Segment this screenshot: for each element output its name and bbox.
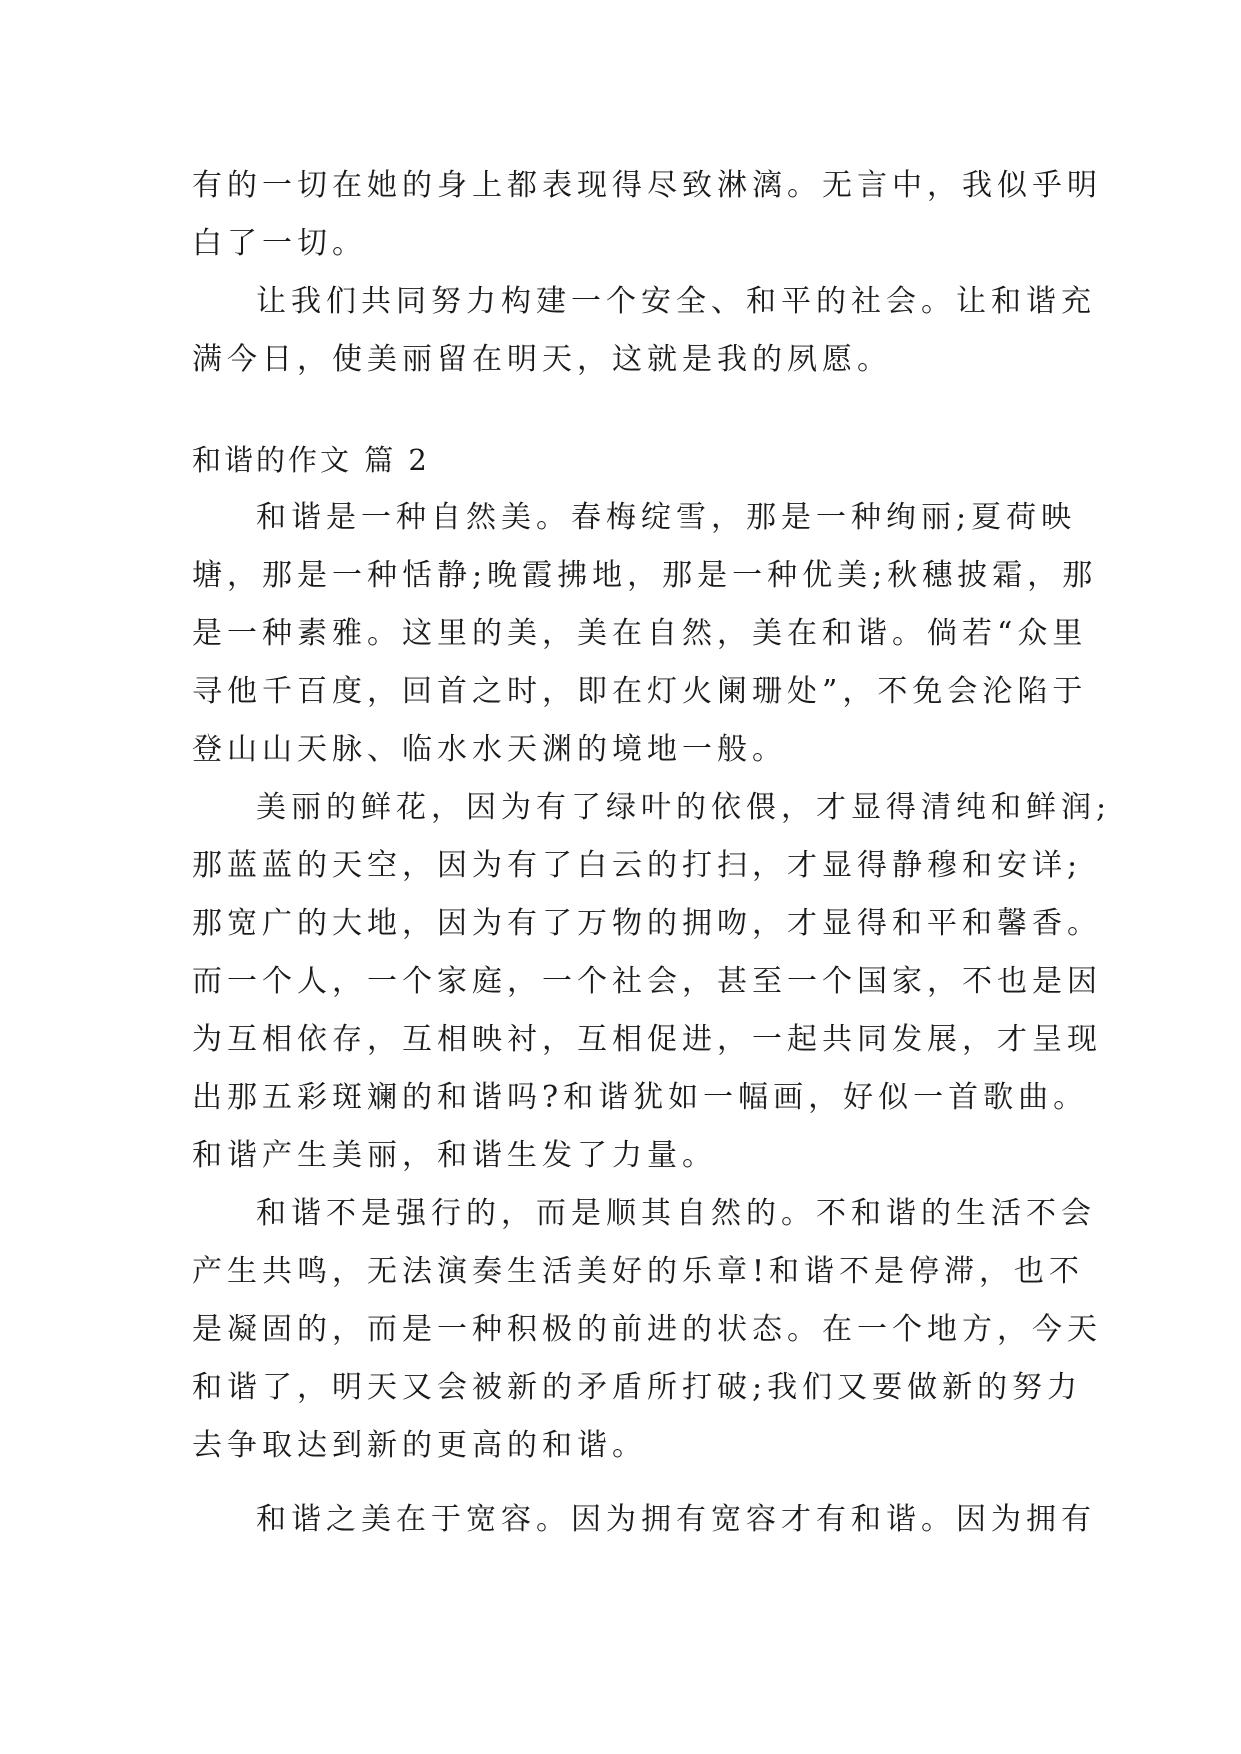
text-line: 有的一切在她的身上都表现得尽致淋漓。无言中，我似乎明 (192, 168, 1102, 203)
section-heading: 和谐的作文 篇 2 (192, 443, 430, 477)
text-line: 那宽广的大地，因为有了万物的拥吻，才显得和平和馨香。 (192, 906, 1102, 941)
text-line: 登山山天脉、临水水天渊的境地一般。 (192, 732, 787, 767)
text-line: 产生共鸣，无法演奏生活美好的乐章!和谐不是停滞，也不 (192, 1254, 1085, 1289)
text-line: 塘，那是一种恬静;晚霞拂地，那是一种优美;秋穗披霜，那 (192, 558, 1098, 593)
text-line: 美丽的鲜花，因为有了绿叶的依偎，才显得清纯和鲜润; (256, 790, 1112, 825)
text-line: 和谐不是强行的，而是顺其自然的。不和谐的生活不会 (256, 1196, 1096, 1231)
text-line: 去争取达到新的更高的和谐。 (192, 1428, 647, 1463)
text-line: 是一种素雅。这里的美，美在自然，美在和谐。倘若“众里 (192, 616, 1088, 651)
text-line: 白了一切。 (192, 226, 367, 261)
text-line: 出那五彩斑斓的和谐吗?和谐犹如一幅画，好似一首歌曲。 (192, 1080, 1089, 1115)
text-line: 是凝固的，而是一种积极的前进的状态。在一个地方，今天 (192, 1312, 1102, 1347)
text-line: 和谐之美在于宽容。因为拥有宽容才有和谐。因为拥有 (256, 1502, 1096, 1537)
text-line: 满今日，使美丽留在明天，这就是我的夙愿。 (192, 342, 892, 377)
text-line: 为互相依存，互相映衬，互相促进，一起共同发展，才呈现 (192, 1022, 1102, 1057)
text-line: 寻他千百度，回首之时，即在灯火阑珊处”，不免会沦陷于 (192, 674, 1088, 709)
text-line: 和谐产生美丽，和谐生发了力量。 (192, 1138, 717, 1173)
text-line: 和谐是一种自然美。春梅绽雪，那是一种绚丽;夏荷映 (256, 500, 1077, 535)
text-line: 而一个人，一个家庭，一个社会，甚至一个国家，不也是因 (192, 964, 1102, 999)
text-line: 和谐了，明天又会被新的矛盾所打破;我们又要做新的努力 (192, 1370, 1083, 1405)
text-line: 那蓝蓝的天空，因为有了白云的打扫，才显得静穆和安详; (192, 848, 1083, 883)
text-line: 让我们共同努力构建一个安全、和平的社会。让和谐充 (256, 284, 1096, 319)
